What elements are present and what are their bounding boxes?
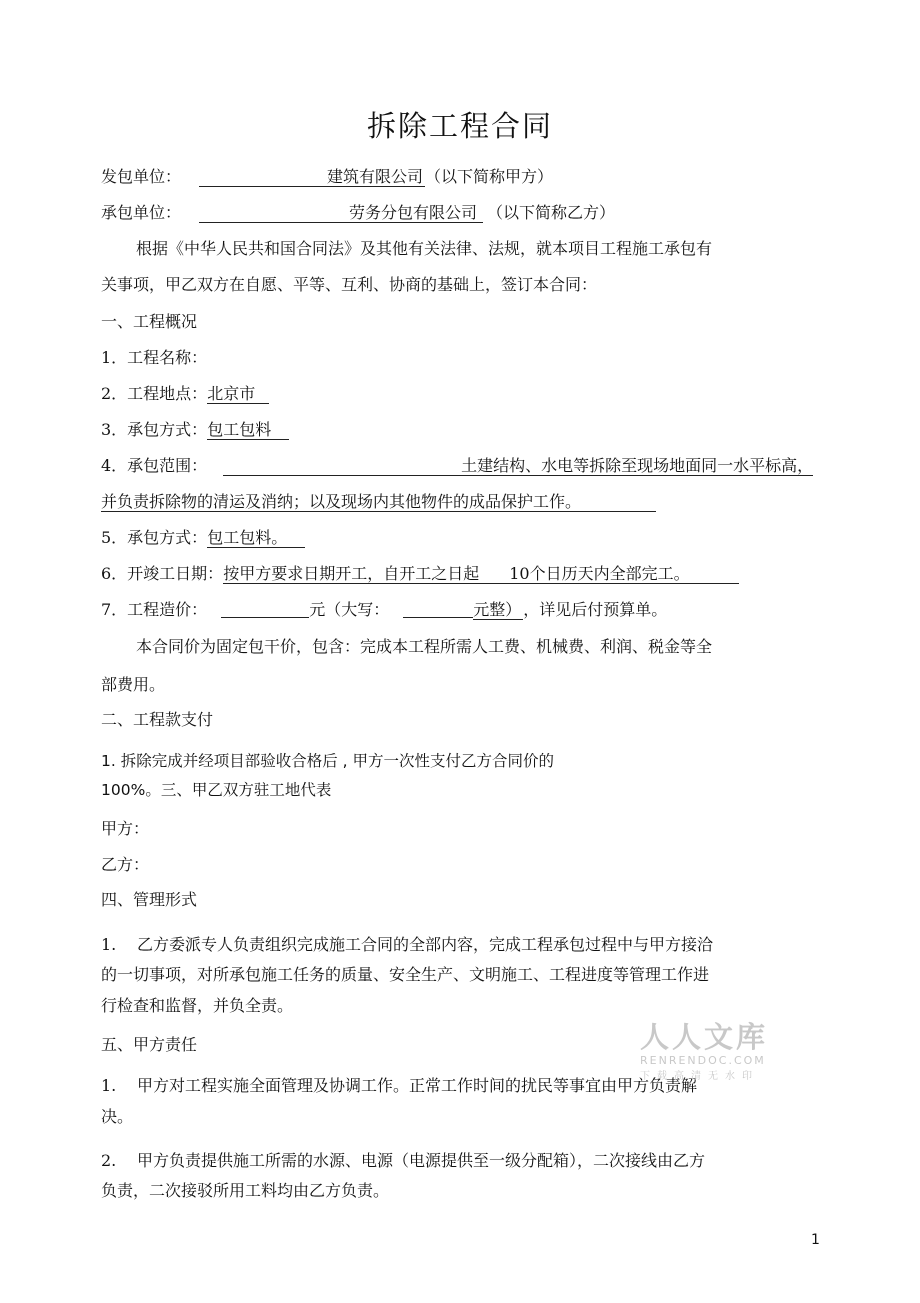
page-title: 拆除工程合同 bbox=[366, 109, 553, 143]
item-4-cont: 并负责拆除物的清运及消纳；以及现场内其他物件的成品保护工作。 bbox=[101, 492, 656, 512]
watermark-logo bbox=[640, 1015, 775, 1082]
section-4-num: 1. bbox=[101, 935, 117, 954]
watermark-cn: 人人文库 bbox=[640, 1020, 769, 1054]
party-a-label: 发包单位： bbox=[101, 167, 182, 186]
item-3-line bbox=[101, 419, 289, 441]
section-5-para-2-line-2: 负责，二次接驳所用工料均由乙方负责。 bbox=[101, 1181, 390, 1200]
section-5-num-2: 2. bbox=[101, 1151, 117, 1170]
payment-line-1: 1. 拆除完成并经项目部验收合格后 , 甲方一次性支付乙方合同价的 bbox=[101, 752, 554, 770]
section-5-text-1: 甲方对工程实施全面管理及协调工作。正常工作时间的扰民等事宜由甲方负责解 bbox=[137, 1076, 698, 1095]
section-4-text-1: 乙方委派专人负责组织完成施工合同的全部内容，完成工程承包过程中与甲方接洽 bbox=[137, 935, 714, 954]
intro-line-2: 关事项，甲乙双方在自愿、平等、互利、协商的基础上，签订本合同： bbox=[101, 275, 598, 294]
section-5-num-1: 1. bbox=[101, 1076, 117, 1095]
fixed-price-line-2: 部费用。 bbox=[101, 675, 166, 694]
item-6-underline bbox=[223, 564, 739, 584]
item-4-line bbox=[101, 455, 813, 477]
item-7-line bbox=[101, 599, 667, 621]
item-3-label: 3．承包方式： bbox=[101, 420, 208, 439]
payment-line-2: 100%。三、甲乙双方驻工地代表 bbox=[101, 781, 332, 799]
item-7-yuan: 元（大写： bbox=[309, 600, 390, 619]
item-7-tail: ，详见后付预算单。 bbox=[523, 600, 668, 619]
price-blank bbox=[221, 600, 309, 618]
party-a-line bbox=[101, 166, 553, 188]
party-a-company: 建筑有限公司 bbox=[199, 167, 425, 187]
section-1-heading: 一、工程概况 bbox=[101, 312, 198, 331]
fixed-price-line-1: 本合同价为固定包干价，包含：完成本工程所需人工费、机械费、利润、税金等全 bbox=[136, 637, 713, 656]
item-6-value: 按甲方要求日期开工，自开工之日起 bbox=[223, 564, 480, 583]
section-5-para-1-line-2: 决。 bbox=[101, 1107, 134, 1126]
item-1-label: 1．工程名称： bbox=[101, 348, 208, 367]
item-6-label: 6．开竣工日期： bbox=[101, 564, 224, 583]
item-5-value: 包工包料。 bbox=[207, 528, 305, 548]
party-a-note: （以下简称甲方） bbox=[425, 167, 554, 186]
intro-line-1: 根据《中华人民共和国合同法》及其他有关法律、法规，就本项目工程施工承包有 bbox=[136, 239, 713, 258]
party-b-label: 承包单位： bbox=[101, 203, 182, 222]
rep-party-a: 甲方： bbox=[101, 819, 150, 838]
section-4-para-1-line-3: 行检查和监督，并负全责。 bbox=[101, 996, 294, 1015]
section-5-text-2: 甲方负责提供施工所需的水源、电源（电源提供至一级分配箱），二次接线由乙方 bbox=[137, 1151, 706, 1170]
watermark-sub: 下载高清无水印 bbox=[640, 1071, 759, 1082]
item-4-value: 土建结构、水电等拆除至现场地面同一水平标高， bbox=[223, 456, 813, 476]
item-6-line bbox=[101, 563, 739, 585]
item-3-value: 包工包料 bbox=[207, 420, 289, 440]
rep-party-b: 乙方： bbox=[101, 855, 150, 874]
item-6-days: 10个日历天内全部完工。 bbox=[509, 564, 690, 583]
party-b-line bbox=[101, 202, 615, 224]
section-4-para-1-line-1 bbox=[101, 934, 713, 956]
item-5-line bbox=[101, 527, 305, 549]
party-b-company: 劳务分包有限公司 bbox=[199, 203, 483, 223]
item-2-label: 2．工程地点： bbox=[101, 384, 208, 403]
page-number: 1 bbox=[811, 1232, 820, 1248]
item-2-line bbox=[101, 383, 269, 405]
section-5-para-1-line-1 bbox=[101, 1075, 697, 1097]
section-4-para-1-line-2: 的一切事项，对所承包施工任务的质量、安全生产、文明施工、工程进度等管理工作进 bbox=[101, 965, 710, 984]
item-2-value: 北京市 bbox=[207, 384, 269, 404]
item-4-label: 4．承包范围： bbox=[101, 456, 208, 475]
item-5-label: 5．承包方式： bbox=[101, 528, 208, 547]
section-4-heading: 四、管理形式 bbox=[101, 890, 198, 909]
party-b-note: （以下简称乙方） bbox=[487, 203, 616, 222]
section-5-para-2-line-1 bbox=[101, 1150, 705, 1172]
item-4-continued bbox=[101, 491, 656, 513]
section-2-heading: 二、工程款支付 bbox=[101, 710, 214, 729]
item-7-label: 7．工程造价： bbox=[101, 600, 208, 619]
item-7-yuan-zheng: 元整） bbox=[473, 600, 522, 619]
watermark-en: RENRENDOC.COM bbox=[640, 1054, 766, 1067]
price-words-blank bbox=[403, 600, 473, 618]
section-5-heading: 五、甲方责任 bbox=[101, 1035, 198, 1054]
